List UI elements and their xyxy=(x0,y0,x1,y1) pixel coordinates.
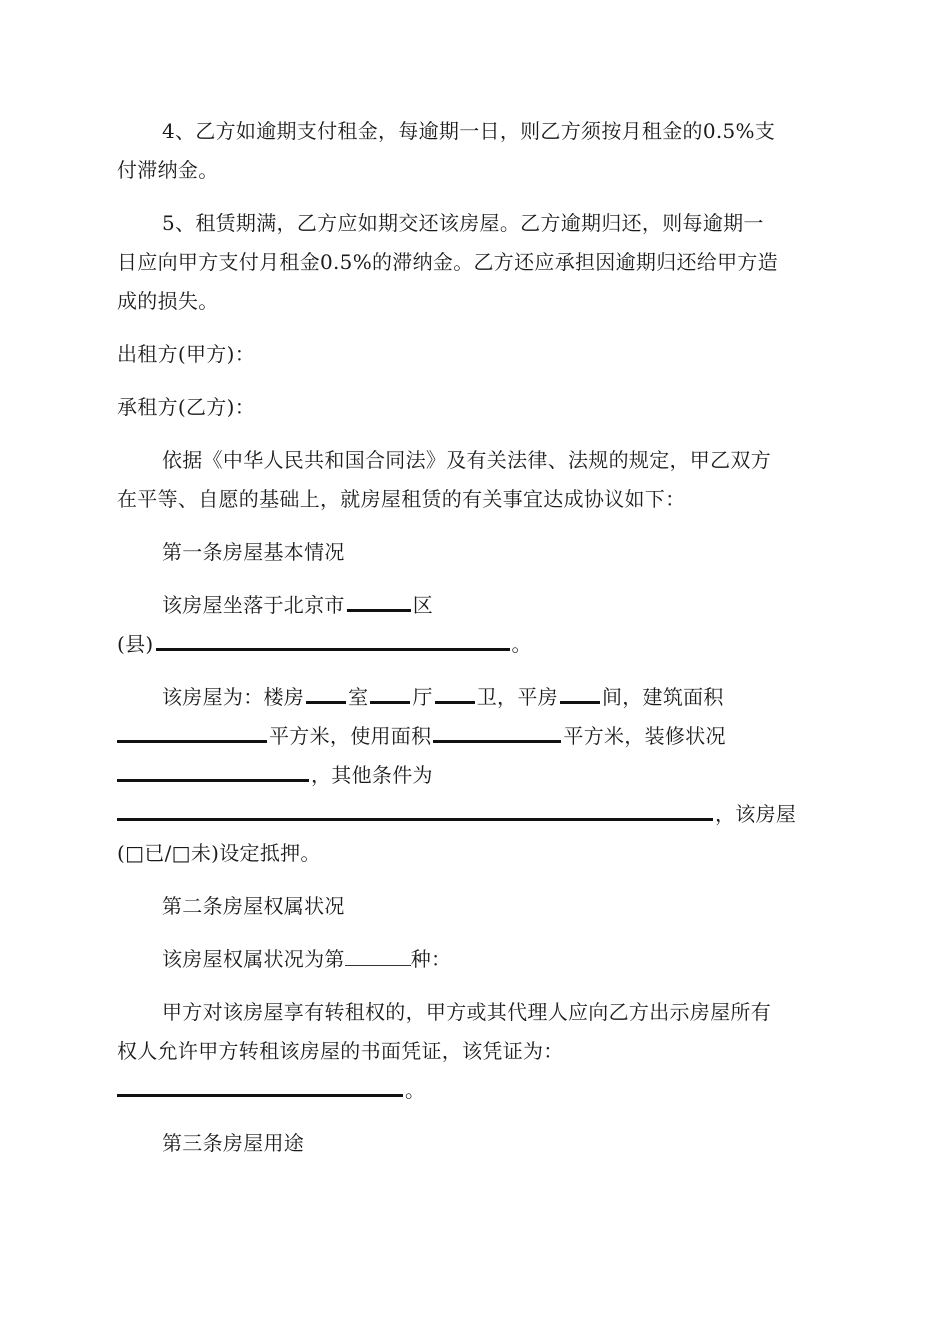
bungalow-count-blank[interactable] xyxy=(560,683,600,704)
certificate-period: 。 xyxy=(405,1078,426,1102)
address-blank[interactable] xyxy=(156,630,510,651)
status-prefix: 该房屋权属状况为第 xyxy=(162,947,345,971)
house-type-prefix: 该房屋为：楼房 xyxy=(162,685,305,709)
other-cond-blank[interactable] xyxy=(117,800,713,821)
house-type-line2 xyxy=(117,717,837,756)
house-type-line4 xyxy=(117,795,837,834)
location-prefix: 该房屋坐落于北京市 xyxy=(162,593,345,617)
article-2-title: 第二条房屋权属状况 xyxy=(162,894,345,918)
county-label: (县) xyxy=(117,632,154,656)
sublet-line2: 权人允许甲方转租该房屋的书面凭证，该凭证为： xyxy=(117,1039,564,1063)
address-period: 。 xyxy=(511,632,532,656)
article-3-title: 第三条房屋用途 xyxy=(162,1131,305,1155)
hall-count-blank[interactable] xyxy=(370,683,410,704)
use-area-label: 平方米，使用面积 xyxy=(269,724,432,748)
document-page xyxy=(117,112,837,1163)
sublet-line1: 甲方对该房屋享有转租权的，甲方或其代理人应向乙方出示房屋所有 xyxy=(162,1000,771,1024)
clause-4-line1: 4、乙方如逾期支付租金，每逾期一日，则乙方须按月租金的0.5%支 xyxy=(162,119,776,143)
clause-5-line1: 5、租赁期满，乙方应如期交还该房屋。乙方逾期归还，则每逾期一 xyxy=(162,211,764,235)
this-house-label: ，该房屋 xyxy=(715,802,797,826)
bath-count-blank[interactable] xyxy=(435,683,475,704)
decor-status-blank[interactable] xyxy=(117,761,309,782)
house-type-line3 xyxy=(117,756,837,795)
status-type-blank[interactable] xyxy=(345,947,411,966)
building-area-blank[interactable] xyxy=(117,722,267,743)
ownership-status-line xyxy=(117,940,837,979)
preamble-line2: 在平等、自愿的基础上，就房屋租赁的有关事宜达成协议如下： xyxy=(117,487,686,511)
location-line xyxy=(117,586,837,625)
district-blank[interactable] xyxy=(347,591,411,612)
house-type-line1 xyxy=(117,678,837,717)
bath-label: 卫，平房 xyxy=(476,685,558,709)
lessor-label: 出租方(甲方)： xyxy=(117,342,256,366)
clause-5-line3: 成的损失。 xyxy=(117,289,219,313)
decor-label: 平方米，装修状况 xyxy=(563,724,726,748)
status-suffix: 种： xyxy=(410,947,452,971)
county-line xyxy=(117,625,837,664)
preamble-line1: 依据《中华人民共和国合同法》及有关法律、法规的规定，甲乙双方 xyxy=(162,448,771,472)
jian-label: 间，建筑面积 xyxy=(601,685,724,709)
district-label: 区 xyxy=(412,593,434,617)
use-area-blank[interactable] xyxy=(433,722,561,743)
certificate-blank[interactable] xyxy=(117,1076,403,1097)
mortgage-line: (□已/□未)设定抵押。 xyxy=(117,841,321,865)
article-1-title: 第一条房屋基本情况 xyxy=(162,540,345,564)
hall-label: 厅 xyxy=(412,685,433,709)
room-label: 室 xyxy=(348,685,369,709)
sublet-line3 xyxy=(117,1071,837,1110)
clause-4-line2: 付滞纳金。 xyxy=(117,158,219,182)
room-count-blank[interactable] xyxy=(306,683,346,704)
lessee-label: 承租方(乙方)： xyxy=(117,395,256,419)
clause-5-line2: 日应向甲方支付月租金0.5%的滞纳金。乙方还应承担因逾期归还给甲方造 xyxy=(117,250,779,274)
other-cond-label: ，其他条件为 xyxy=(311,763,433,787)
